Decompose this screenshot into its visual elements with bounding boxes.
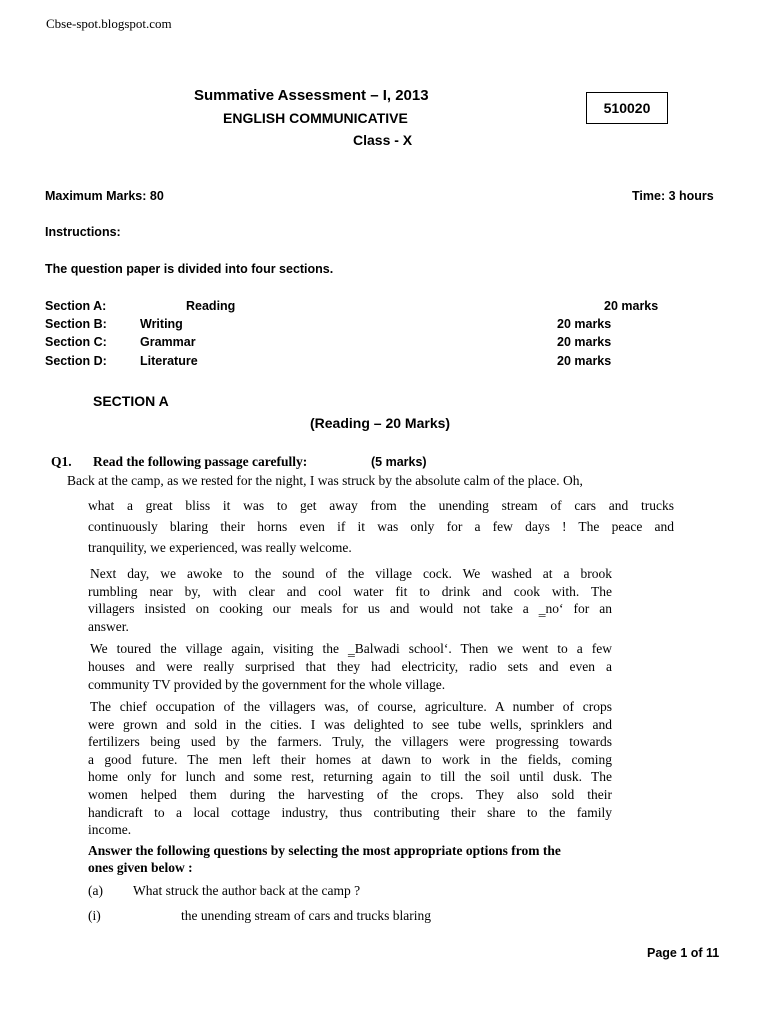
passage-p4 [88,698,612,839]
section-c-marks: 20 marks [557,335,612,349]
section-c-label: Section C: [45,335,107,349]
paper-code-box [586,92,668,124]
answer-instruction-line2: ones given below : [88,860,193,875]
passage-p1-line1: Back at the camp, as we rested for the night, I was struck by the absolute calm of the place. Oh, [67,473,583,488]
answer-instruction-line1: Answer the following questions by selecting the most appropriate options from the [88,843,561,858]
passage-p1-line3: continuously blaring their horns even if it was only for a few days ! The peace and [88,519,674,534]
passage-p3-line2: houses and were really surprised that they had electricity, radio sets and even a [88,659,612,674]
section-a-subheading: (Reading – 20 Marks) [310,415,451,431]
passage-p4-line5: home only for lunch and some rest, returning again to till the soil until dusk. The [88,769,612,785]
passage-p4-line1: The chief occupation of the villagers was, of course, agriculture. A number of crops [90,699,612,714]
passage-p1-line4: tranquility, we experienced, was really welcome. [88,540,352,555]
section-c-name: Grammar [140,335,196,349]
section-b-label: Section B: [45,317,107,331]
question-a-text: What struck the author back at the camp ? [133,883,361,898]
section-a-marks: 20 marks [604,299,659,313]
site-url: Cbse-spot.blogspot.com [46,16,172,31]
passage-p4-line3: fertilizers being used by the farmers. Truly, the villagers were progressing towards [88,734,612,750]
passage-p4-line4: a good future. The men left their homes at dawn to work in the fields, coming [88,751,612,767]
time-allowed: Time: 3 hours [632,189,714,203]
passage-p3-line3: community TV provided by the government for the whole village. [88,677,446,692]
page-number: Page 1 of 11 [647,946,720,960]
exam-title: Summative Assessment – I, 2013 [194,87,429,104]
passage-p2-line3: villagers insisted on cooking our meals for us and would not take a ‗no‘ for an [88,601,612,617]
class-label: Class - X [353,132,413,148]
passage-p4-line8: income. [88,822,132,838]
section-b-marks: 20 marks [557,317,612,331]
passage-p2-line4: answer. [88,619,129,635]
passage-p2-line1: Next day, we awoke to the sound of the village cock. We washed at a brook [90,566,612,581]
question-a-label: (a) [88,883,103,898]
max-marks: Maximum Marks: 80 [45,189,164,203]
q1-number: Q1. [51,454,72,469]
passage-p4-line6: women helped them during the harvesting of the crops. They also sold their [88,786,612,802]
passage-p2 [88,565,612,636]
section-b-name: Writing [140,317,183,331]
divided-note: The question paper is divided into four sections. [45,262,334,276]
passage-p1-rest [88,495,674,558]
passage-p4-line2: were grown and sold in the cities. I was delighted to see tube wells, sprinklers and [88,716,612,732]
section-a-name: Reading [186,299,236,313]
paper-code: 510020 [603,100,651,116]
instructions-label: Instructions: [45,225,121,239]
subject-title: ENGLISH COMMUNICATIVE [223,110,408,126]
passage-p1-line2: what a great bliss it was to get away from the unending stream of cars and trucks [88,498,674,513]
q1-text: Read the following passage carefully: [93,454,308,469]
section-d-name: Literature [140,354,198,368]
section-d-label: Section D: [45,354,107,368]
section-d-marks: 20 marks [557,354,612,368]
passage-p4-line7: handicraft to a local cottage industry, thus contributing their share to the family [88,804,612,820]
passage-p3 [88,640,612,694]
passage-p2-line2: rumbling near by, with clear and cool water fit to drink and cook with. The [88,583,612,599]
q1-marks: (5 marks) [371,455,427,469]
passage-p3-line1: We toured the village again, visiting the ‗Balwadi school‘. Then we went to a few [90,641,612,656]
option-i-text: the unending stream of cars and trucks blaring [181,908,432,923]
section-a-heading: SECTION A [93,393,169,409]
option-i-label: (i) [88,908,101,923]
section-a-label: Section A: [45,299,107,313]
